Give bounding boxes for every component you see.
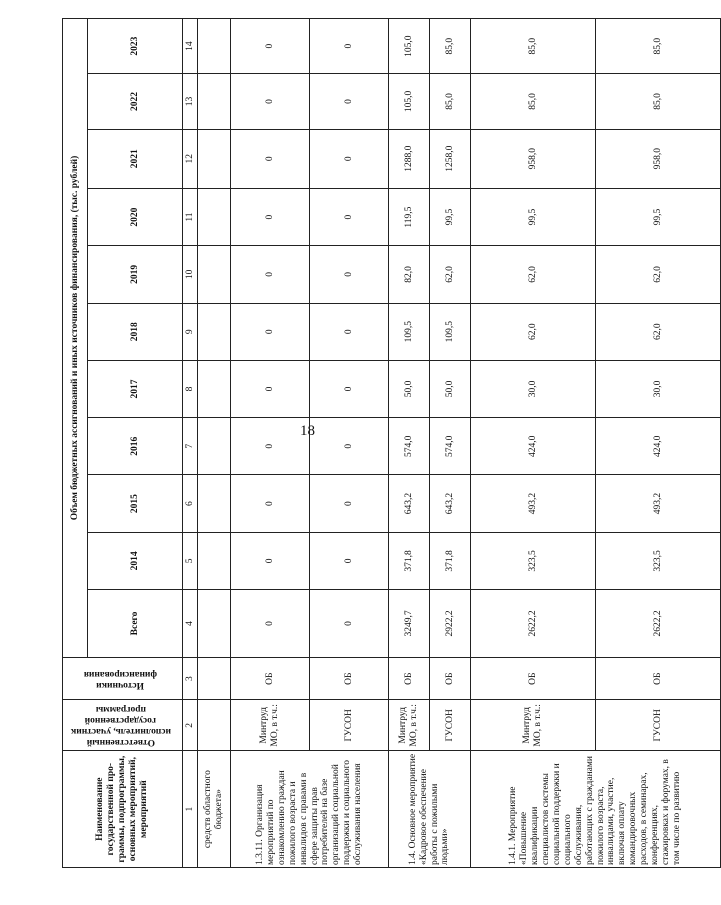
cell-value: 2622,2 [596, 590, 721, 658]
cell-executor: Минтруд МО, в т.ч.: [471, 700, 596, 751]
cell-value: 3249,7 [389, 590, 430, 658]
table-row [430, 19, 471, 868]
cell-value: 0 [231, 475, 310, 532]
cell-executor: ГУСОН [310, 700, 389, 751]
cell-value: 0 [310, 418, 389, 475]
cell-value: 0 [231, 532, 310, 589]
table-row [596, 19, 721, 868]
cell-value: 0 [231, 19, 310, 74]
cell-value: 574,0 [430, 418, 471, 475]
cell-value: 0 [310, 188, 389, 245]
cell-value [198, 303, 231, 360]
cell-source: ОБ [471, 657, 596, 699]
column-number: 6 [183, 475, 198, 532]
cell-value: 0 [310, 129, 389, 188]
cell-executor [198, 700, 231, 751]
cell-value: 0 [231, 360, 310, 417]
table-row [198, 19, 231, 868]
rotated-table-container [62, 18, 682, 868]
cell-value: 0 [310, 532, 389, 589]
cell-value: 85,0 [471, 19, 596, 74]
cell-value: 424,0 [471, 418, 596, 475]
header-year: 2015 [88, 475, 183, 532]
cell-value [198, 590, 231, 658]
cell-value: 0 [231, 74, 310, 129]
column-number-row [183, 19, 198, 868]
cell-name: 1.4. Основное мероприятие «Кадровое обеспечение работы с пожилыми людьми» [389, 751, 471, 868]
cell-source: ОБ [389, 657, 430, 699]
header-year: 2019 [88, 246, 183, 303]
column-number: 7 [183, 418, 198, 475]
cell-name: 1.3.11. Организация мероприятий по ознакомлению граждан пожилого возраста и инвалидов с правами в сфере защиты прав потребителей на базе организаций социальной поддержки и социального обслуживания населения [231, 751, 389, 868]
cell-value: 109,5 [430, 303, 471, 360]
cell-value: 85,0 [471, 74, 596, 129]
cell-value: 424,0 [596, 418, 721, 475]
cell-value: 371,8 [430, 532, 471, 589]
cell-value: 958,0 [471, 129, 596, 188]
cell-value: 50,0 [389, 360, 430, 417]
cell-value: 85,0 [596, 19, 721, 74]
cell-value: 574,0 [389, 418, 430, 475]
cell-value: 0 [231, 590, 310, 658]
column-number: 13 [183, 74, 198, 129]
column-number: 12 [183, 129, 198, 188]
column-number: 10 [183, 246, 198, 303]
cell-value: 82,0 [389, 246, 430, 303]
cell-source: ОБ [231, 657, 310, 699]
header-executor: Ответственный исполнитель, участник государственной программы [63, 700, 183, 751]
cell-value: 1288,0 [389, 129, 430, 188]
cell-source: ОБ [310, 657, 389, 699]
cell-executor: Минтруд МО, в т.ч.: [389, 700, 430, 751]
column-number: 11 [183, 188, 198, 245]
cell-value: 109,5 [389, 303, 430, 360]
cell-value: 0 [310, 19, 389, 74]
cell-value: 105,0 [389, 19, 430, 74]
cell-value: 1258,0 [430, 129, 471, 188]
cell-value: 371,8 [389, 532, 430, 589]
cell-value: 62,0 [430, 246, 471, 303]
table-row [310, 19, 389, 868]
cell-value [198, 360, 231, 417]
cell-value [198, 74, 231, 129]
cell-value: 62,0 [596, 303, 721, 360]
column-number: 4 [183, 590, 198, 658]
header-year: 2016 [88, 418, 183, 475]
header-year: 2014 [88, 532, 183, 589]
cell-value: 0 [310, 360, 389, 417]
cell-value [198, 19, 231, 74]
cell-value: 50,0 [430, 360, 471, 417]
cell-value: 99,5 [471, 188, 596, 245]
cell-value [198, 246, 231, 303]
cell-value: 99,5 [430, 188, 471, 245]
cell-value [198, 129, 231, 188]
cell-executor: ГУСОН [596, 700, 721, 751]
cell-value: 958,0 [596, 129, 721, 188]
cell-source: ОБ [596, 657, 721, 699]
cell-source: ОБ [430, 657, 471, 699]
column-number: 8 [183, 360, 198, 417]
cell-value: 85,0 [596, 74, 721, 129]
column-number: 1 [183, 751, 198, 868]
cell-value: 30,0 [596, 360, 721, 417]
cell-value: 493,2 [471, 475, 596, 532]
cell-value: 0 [231, 418, 310, 475]
column-number: 9 [183, 303, 198, 360]
cell-value: 30,0 [471, 360, 596, 417]
cell-value [198, 475, 231, 532]
cell-value: 643,2 [430, 475, 471, 532]
cell-value: 105,0 [389, 74, 430, 129]
cell-source [198, 657, 231, 699]
cell-value: 2622,2 [471, 590, 596, 658]
cell-name: 1.4.1. Мероприятие «Повышение квалификации специалистов системы социальной поддержки и социального обслуживания, работающих с гражданами пожилого возраста, инвалидами, участие, включая оплату командировочных расходов, в семинарах, конференциях, стажировках и форумах, в том числе по развитию [471, 751, 721, 868]
cell-value: 0 [231, 246, 310, 303]
header-year: 2022 [88, 74, 183, 129]
header-source: Источники финансирования [63, 657, 183, 699]
table-row [389, 19, 430, 868]
cell-value: 62,0 [471, 303, 596, 360]
cell-value: 99,5 [596, 188, 721, 245]
header-group-title: Объем бюджетных ассигнований и иных источников финансирования, (тыс. рублей) [63, 19, 88, 658]
cell-value: 0 [310, 475, 389, 532]
header-year: 2017 [88, 360, 183, 417]
cell-value: 0 [310, 590, 389, 658]
cell-value: 62,0 [471, 246, 596, 303]
cell-value: 0 [231, 188, 310, 245]
cell-value: 0 [231, 129, 310, 188]
header-year: 2018 [88, 303, 183, 360]
cell-value: 323,5 [471, 532, 596, 589]
cell-value: 643,2 [389, 475, 430, 532]
cell-value: 62,0 [596, 246, 721, 303]
cell-value [198, 188, 231, 245]
column-number: 14 [183, 19, 198, 74]
cell-value [198, 418, 231, 475]
table-row [231, 19, 310, 868]
header-year: Всего [88, 590, 183, 658]
cell-value [198, 532, 231, 589]
page-number: 18 [300, 423, 315, 439]
cell-value: 323,5 [596, 532, 721, 589]
column-number: 3 [183, 657, 198, 699]
header-year: 2021 [88, 129, 183, 188]
cell-value: 119,5 [389, 188, 430, 245]
header-name: Наименование государственной про-граммы, подпрограммы, основных мероприятий, мероприятий [63, 751, 183, 868]
cell-value: 0 [310, 303, 389, 360]
cell-value: 493,2 [596, 475, 721, 532]
header-year: 2020 [88, 188, 183, 245]
cell-value: 0 [310, 246, 389, 303]
cell-value: 85,0 [430, 74, 471, 129]
table-row [471, 19, 596, 868]
header-year: 2023 [88, 19, 183, 74]
cell-name: средств областного бюджета» [198, 751, 231, 868]
cell-value: 2922,2 [430, 590, 471, 658]
budget-table [62, 18, 721, 868]
cell-executor: Минтруд МО, в т.ч.: [231, 700, 310, 751]
column-number: 2 [183, 700, 198, 751]
cell-value: 0 [310, 74, 389, 129]
cell-value: 85,0 [430, 19, 471, 74]
column-number: 5 [183, 532, 198, 589]
cell-executor: ГУСОН [430, 700, 471, 751]
cell-value: 0 [231, 303, 310, 360]
